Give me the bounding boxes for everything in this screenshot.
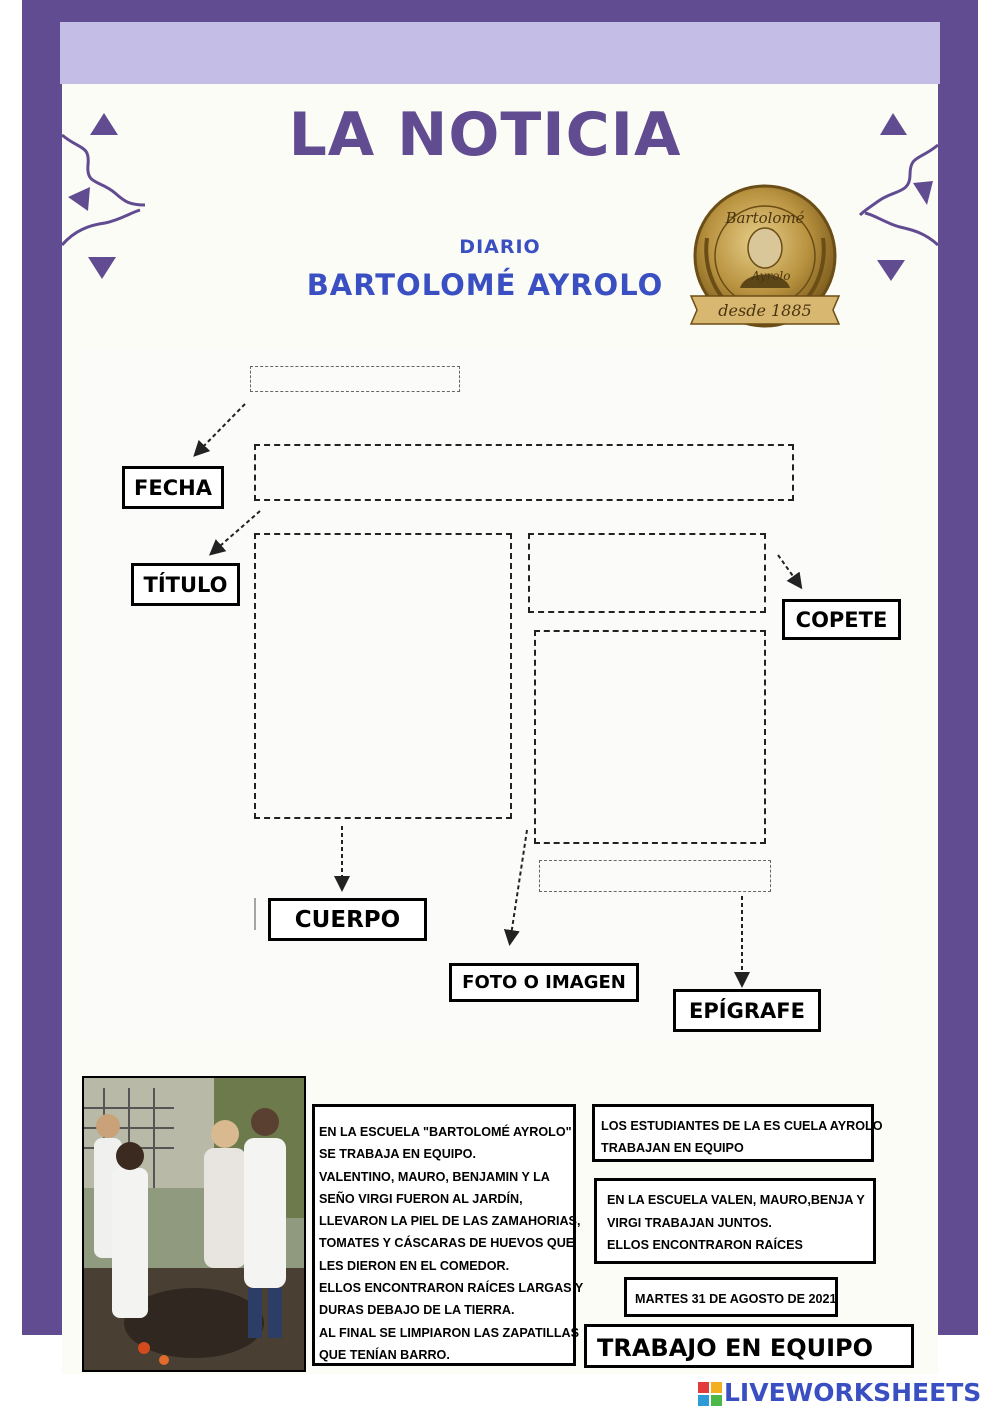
epigrafe-line: LOS ESTUDIANTES DE LA ES CUELA AYROLO xyxy=(601,1119,883,1133)
label-cuerpo[interactable]: CUERPO xyxy=(268,898,427,941)
epigrafe-line: TRABAJAN EN EQUIPO xyxy=(601,1141,744,1155)
page-title: LA NOTICIA xyxy=(288,100,682,170)
school-name: BARTOLOMÉ AYROLO xyxy=(306,268,664,302)
cuerpo-line: SEÑO VIRGI FUERON AL JARDÍN, xyxy=(319,1191,523,1206)
liveworksheets-brand[interactable]: LIVEWORKSHEETS xyxy=(724,1378,982,1407)
titulo-answer-box xyxy=(584,1324,914,1368)
fecha-answer: MARTES 31 DE AGOSTO DE 2021 xyxy=(635,1292,837,1306)
cuerpo-line: SE TRABAJA EN EQUIPO. xyxy=(319,1147,476,1162)
header-band xyxy=(60,22,940,84)
frame-left-border xyxy=(22,0,62,1335)
titulo-drop-slot[interactable] xyxy=(254,444,794,501)
school-seal-logo xyxy=(685,178,845,338)
copete-answer-box xyxy=(594,1178,876,1264)
copete-line: ELLOS ENCONTRARON RAÍCES xyxy=(607,1238,803,1252)
cuerpo-line: EN LA ESCUELA "BARTOLOMÉ AYROLO" xyxy=(319,1125,572,1139)
label-epigrafe[interactable]: EPÍGRAFE xyxy=(673,989,821,1032)
cuerpo-line: ELLOS ENCONTRARON RAÍCES LARGAS Y xyxy=(319,1281,584,1296)
liveworksheets-logo-icon xyxy=(698,1382,722,1406)
copete-line: EN LA ESCUELA VALEN, MAURO,BENJA Y xyxy=(607,1193,865,1207)
frame-right-border xyxy=(938,0,978,1335)
cuerpo-line: VALENTINO, MAURO, BENJAMIN Y LA xyxy=(319,1169,550,1184)
label-copete[interactable]: COPETE xyxy=(782,599,901,640)
cuerpo-answer-box xyxy=(312,1104,584,1366)
cuerpo-line: QUE TENÍAN BARRO. xyxy=(319,1347,450,1362)
cuerpo-line: LLEVARON LA PIEL DE LAS ZAMAHORIAS, xyxy=(319,1214,581,1229)
cuerpo-line: TOMATES Y CÁSCARAS DE HUEVOS QUE xyxy=(319,1236,575,1251)
cuerpo-line: LES DIERON EN EL COMEDOR. xyxy=(319,1258,510,1273)
cuerpo-line: AL FINAL SE LIMPIARON LAS ZAPATILLAS xyxy=(319,1325,580,1340)
fecha-drop-slot[interactable] xyxy=(250,366,460,392)
students-garden-photo xyxy=(82,1076,306,1372)
cuerpo-drop-slot[interactable] xyxy=(254,533,512,819)
diario-label: DIARIO xyxy=(459,236,541,258)
frame-top-border xyxy=(22,0,978,22)
copete-line: VIRGI TRABAJAN JUNTOS. xyxy=(607,1215,772,1230)
titulo-answer: TRABAJO EN EQUIPO xyxy=(597,1334,874,1362)
svg-text:desde 1885: desde 1885 xyxy=(718,301,812,320)
label-foto-o-imagen[interactable]: FOTO O IMAGEN xyxy=(449,963,639,1002)
epigrafe-answer-box xyxy=(592,1104,883,1162)
label-fecha[interactable]: FECHA xyxy=(122,466,224,509)
fecha-answer-box xyxy=(624,1277,838,1317)
svg-text:Ayrolo: Ayrolo xyxy=(751,269,791,283)
cuerpo-line: DURAS DEBAJO DE LA TIERRA. xyxy=(319,1303,515,1318)
epigrafe-drop-slot[interactable] xyxy=(539,860,771,892)
svg-text:Bartolomé: Bartolomé xyxy=(725,209,805,227)
left-decoration-icon xyxy=(60,105,160,285)
foto-drop-slot[interactable] xyxy=(534,630,766,844)
label-titulo[interactable]: TÍTULO xyxy=(131,563,240,606)
right-decoration-icon xyxy=(855,105,940,285)
copete-drop-slot[interactable] xyxy=(528,533,766,613)
